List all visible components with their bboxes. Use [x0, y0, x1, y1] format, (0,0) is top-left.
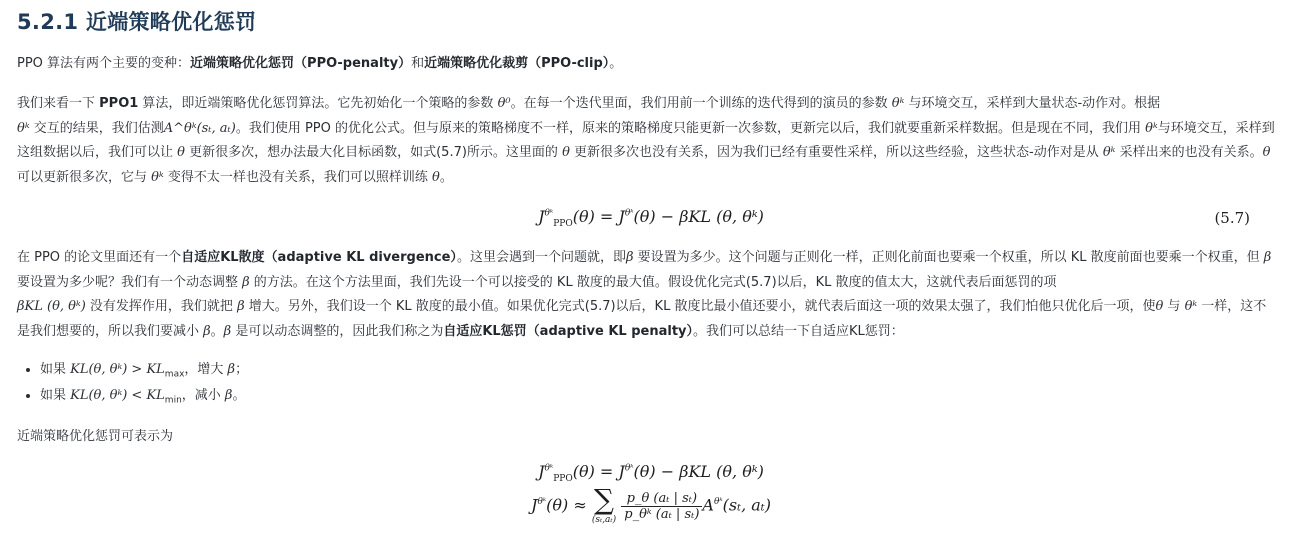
p1-s4: 与环境交互，采样到大量状态-动作对。根据 [904, 96, 1161, 111]
math-beta: β [227, 362, 236, 377]
math-theta: θ [431, 169, 440, 185]
intro-paragraph [17, 52, 1279, 77]
advantage-args: (sₜ, aₜ) [722, 495, 771, 515]
advantage-symbol: A [702, 495, 714, 515]
math-thetak: θᵏ [891, 96, 905, 111]
p2-s4: 要设置为多少呢？我们有一个动态调整 [17, 274, 243, 290]
list-item [40, 357, 248, 383]
eq57-lhs-sup: θᵏ [544, 208, 554, 219]
final-rest: (θ) = J [572, 462, 625, 481]
final-lhs: J [538, 462, 545, 481]
intro-text-2: 和 [411, 56, 425, 71]
paragraph-expression-intro: 近端策略优化惩罚可表示为 [17, 429, 174, 444]
math-thetak: θᵏ [17, 120, 30, 136]
p2-s5: 的方法。在这个方法里面，我们先设一个可以接受的 KL 散度的最大值。假设优化完式(5.7)以后，KL 散度的值太大，这就代表后面惩罚的项 [249, 274, 1057, 290]
equation-final-line-1 [0, 462, 1302, 485]
p1-s5: 交互的结果，我们估测 [29, 120, 164, 136]
p2-s7: 增大。另外，我们设一个 KL 散度的最小值。如果优化完式(5.7)以后，KL 散度比最小值还要小，就代表后面这一项的效果太强了，我们怕他只优化后一项，使 [244, 299, 1156, 315]
intro-bold-1: 近端策略优化惩罚（PPO-penalty） [190, 56, 412, 71]
p1-s6: 。我们使用 PPO 的优化公式。但与原来的策略梯度不一样，原来的策略梯度只能更新一次参数，更新完以后，我们就要重新采样数据。但是现在不同，我们用 [235, 120, 1146, 136]
sum-limit: (sₜ,aₜ) [591, 515, 617, 525]
fraction-denominator: p_θᵏ (aₜ | sₜ) [624, 506, 700, 522]
math-beta: β [242, 274, 250, 290]
kl-min-sub: min [164, 395, 182, 406]
p2-s2: 。这里会遇到一个问题就，即 [456, 250, 626, 265]
final-sup2: θᵏ [624, 463, 634, 474]
p1-s9: 更新很多次也没有关系，因为我们已经有重要性采样，所以这些经验，这些状态-动作对是从 [569, 145, 1103, 161]
paragraph-adaptive-kl [17, 246, 1279, 344]
p1-s8: 更新很多次，想办法最大化目标函数，如式(5.7)所示。这里面的 [184, 145, 563, 161]
eq57-rest: (θ) − βKL (θ, θᵏ) [633, 207, 764, 226]
p2-s11: 是可以动态调整的，因此我们称之为 [231, 323, 444, 339]
eq57-lhs: J [538, 207, 545, 226]
sigma-symbol: ∑ [594, 483, 614, 516]
fraction-numerator: p_θ (aₜ | sₜ) [621, 491, 702, 507]
bullet-text: 如果 [40, 388, 71, 403]
kl-max-sub: max [164, 369, 185, 380]
intro-text-3: 。 [609, 56, 623, 71]
math-beta-kl: βKL (θ, θᵏ) [17, 299, 86, 315]
line2-mid: (θ) ≈ [546, 495, 587, 515]
math-thetak: θᵏ [1184, 299, 1198, 315]
equation-5-7 [0, 207, 1302, 230]
eq57-body-sup: θᵏ [624, 208, 634, 219]
final-lhs-sub: PPO [553, 474, 573, 485]
p1-s2: 算法，即近端策略优化惩罚算法。它先初始化一个策略的参数 [138, 96, 498, 111]
p2-s9: 一样，这不是我们想要的，所以我们要减小 [17, 299, 1267, 339]
p1-ppo1-bold: PPO1 [99, 96, 139, 111]
eq57-body: (θ) = J [572, 207, 625, 226]
line2-lhs-sup: θᵏ [537, 497, 547, 508]
math-theta0: θ⁰ [497, 96, 511, 111]
bullet-text: 如果 [40, 362, 71, 377]
math-beta: β [1263, 250, 1272, 265]
math-beta: β [223, 323, 232, 339]
math-kl-condition: KL(θ, θᵏ) > KL [70, 362, 165, 377]
math-theta: θ [562, 145, 570, 161]
paragraph-ppo1 [17, 92, 1279, 190]
p2-s1: 在 PPO 的论文里面还有一个 [17, 250, 182, 265]
p1-s7: 与环境交互，采样到这组数据以后，我们可以让 [17, 120, 1275, 161]
math-thetak: θᵏ [1102, 145, 1116, 161]
p1-s11: 可以更新很多次，它与 [17, 169, 152, 185]
advantage-sup: θᵏ [713, 497, 723, 508]
bullet-text: ，增大 [184, 362, 228, 377]
equation-number: (5.7) [1214, 209, 1250, 227]
p2-s6: 没有发挥作用，我们就把 [85, 299, 238, 315]
p2-s3: 要设置为多少。这个问题与正则化一样，正则化前面也要乘一个权重，所以 KL 散度前面也要乘一个权重，但 [633, 250, 1264, 265]
math-theta: θ [1155, 299, 1164, 315]
math-theta: θ [177, 145, 185, 161]
final-tail: (θ) − βKL (θ, θᵏ) [633, 462, 764, 481]
math-beta: β [625, 250, 634, 265]
p1-s10: 采样出来的也没有关系。 [1115, 145, 1263, 161]
adaptive-kl-rules-list [20, 357, 248, 409]
section-heading: 5.2.1 近端策略优化惩罚 [17, 10, 257, 34]
probability-ratio-fraction [621, 491, 702, 522]
bullet-text: ； [235, 362, 249, 377]
math-advantage: A^θᵏ(sₜ, aₜ) [163, 120, 236, 136]
list-item [40, 383, 248, 409]
math-theta: θ [1262, 145, 1271, 161]
bullet-text: ，减小 [181, 388, 225, 403]
p1-s3: 。在每一个迭代里面，我们用前一个训练的迭代得到的演员的参数 [510, 96, 892, 111]
p1-s1: 我们来看一下 [17, 96, 100, 111]
bullet-text: 。 [232, 388, 246, 403]
math-kl-condition: KL(θ, θᵏ) < KL [70, 388, 165, 403]
intro-text-1: PPO 算法有两个主要的变种： [17, 56, 191, 71]
summation [591, 483, 617, 526]
equation-final-line-2 [0, 483, 1302, 526]
eq57-lhs-sub: PPO [553, 219, 573, 230]
p2-s8: 与 [1163, 299, 1185, 315]
p2-bold-2: 自适应KL惩罚（adaptive KL penalty） [443, 323, 694, 339]
intro-bold-2: 近端策略优化裁剪（PPO-clip） [424, 56, 610, 71]
p2-bold-1: 自适应KL散度（adaptive KL divergence） [181, 250, 457, 265]
math-beta: β [237, 299, 245, 315]
final-lhs-sup: θᵏ [544, 463, 554, 474]
p1-s12: 变得不太一样也没有关系，我们可以照样训练 [163, 169, 432, 185]
math-thetak: θᵏ [1145, 120, 1158, 136]
p2-s12: 。我们可以总结一下自适应KL惩罚： [693, 323, 904, 339]
line2-lhs: J [531, 495, 538, 515]
p2-s10: 。 [210, 323, 224, 339]
math-thetak: θᵏ [151, 169, 164, 185]
p1-s13: 。 [439, 169, 453, 185]
math-beta: β [203, 323, 211, 339]
math-beta: β [224, 388, 233, 403]
